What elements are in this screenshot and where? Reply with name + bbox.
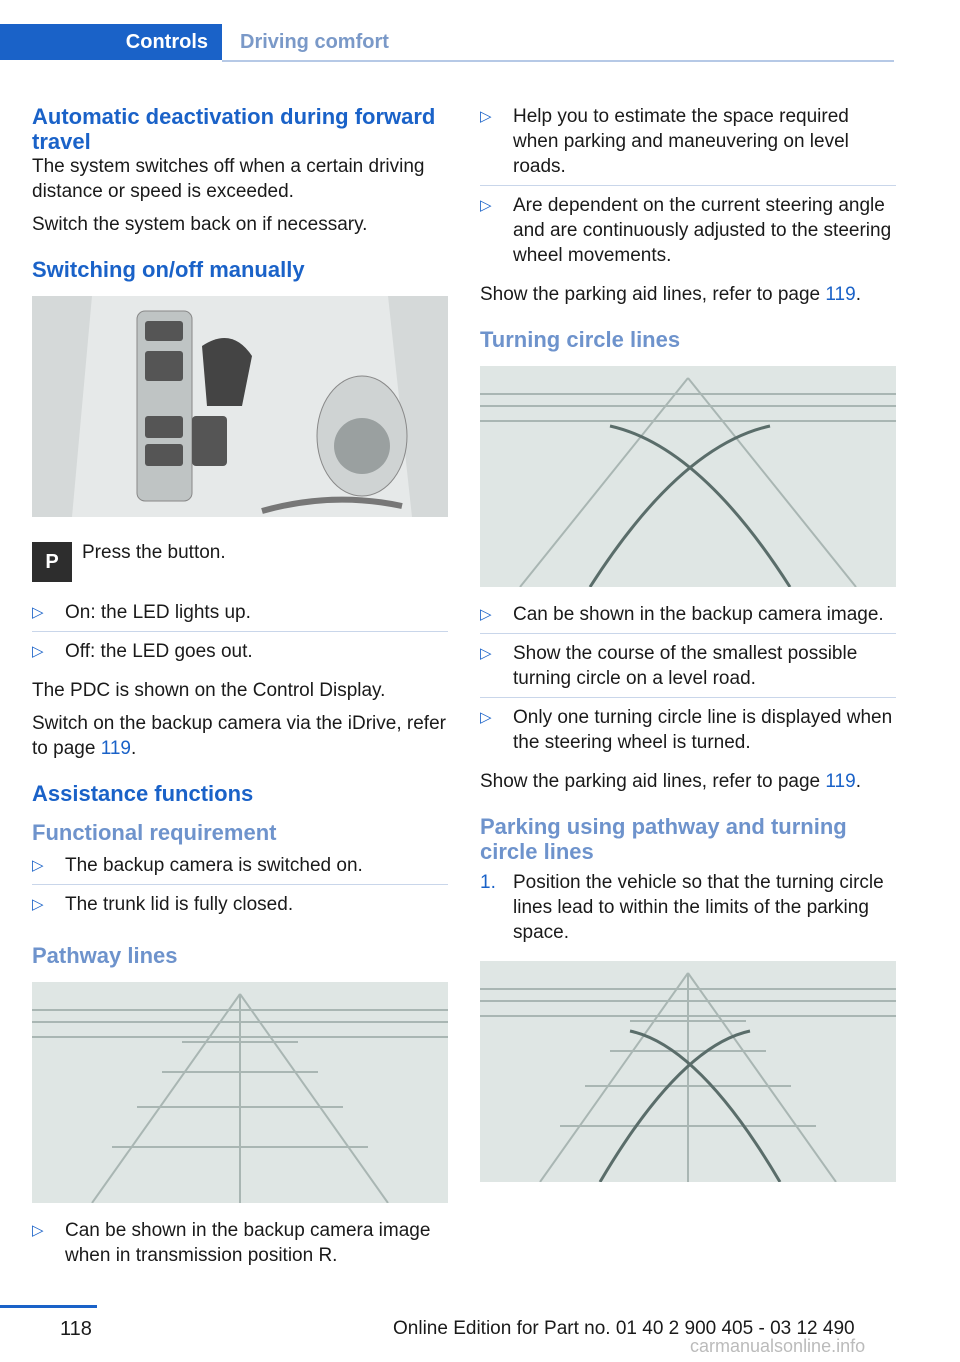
triangle-icon: ▷ xyxy=(32,857,44,874)
watermark: carmanualsonline.info xyxy=(690,1336,866,1356)
heading-turning: Turning circle lines xyxy=(480,327,681,352)
console-buttons-image xyxy=(32,296,448,517)
list-item: ▷ Show the course of the smallest possible turning circle on a level road. xyxy=(480,641,896,698)
turning-circle-image xyxy=(480,366,896,587)
header-divider xyxy=(222,60,894,62)
paragraph: Switch on the backup camera via the iDrive, refer to page 119. xyxy=(32,713,446,759)
list-item: ▷ Off: the LED goes out. xyxy=(32,641,253,662)
section-tab[interactable]: Driving comfort xyxy=(240,31,389,53)
list-item: ▷ On: the LED lights up. xyxy=(32,600,448,632)
parking-steps xyxy=(480,870,896,945)
requirement-list xyxy=(32,853,448,923)
page-header xyxy=(0,0,960,62)
left-column xyxy=(32,104,448,1282)
pdc-button-row xyxy=(32,538,448,584)
triangle-icon: ▷ xyxy=(480,606,492,623)
pdc-icon: P xyxy=(32,542,72,582)
page-link[interactable]: 119 xyxy=(825,771,856,792)
triangle-icon: ▷ xyxy=(32,643,44,660)
right-column xyxy=(480,104,896,1197)
triangle-icon: ▷ xyxy=(32,604,44,621)
heading-switching: Switching on/off manually xyxy=(32,257,305,282)
heading-assistance: Assistance functions xyxy=(32,781,254,806)
turning-list xyxy=(480,602,896,761)
pathway-lines-image xyxy=(32,982,448,1203)
page-number: 118 xyxy=(60,1318,92,1340)
pathway-features-list xyxy=(480,104,896,274)
list-item: ▷ Are dependent on the current steering angle and are continuously adjusted to the steering wheel movements. xyxy=(480,195,892,266)
triangle-icon: ▷ xyxy=(480,108,492,125)
triangle-icon: ▷ xyxy=(480,709,492,726)
page-link[interactable]: 119 xyxy=(100,738,131,759)
step-number: 1. xyxy=(480,872,496,893)
list-item: ▷ The trunk lid is fully closed. xyxy=(32,894,294,915)
paragraph: The system switches off when a certain driving distance or speed is exceeded. xyxy=(32,156,425,202)
list-item: ▷ Help you to estimate the space required when parking and maneuvering on level roads. xyxy=(480,104,896,186)
heading-parking: Parking using pathway and turning circle lines xyxy=(480,814,847,864)
heading-auto-deactivation: Automatic deactivation during forward travel xyxy=(32,104,436,154)
led-list xyxy=(32,600,448,670)
chapter-tab[interactable]: Controls xyxy=(0,24,222,60)
triangle-icon: ▷ xyxy=(480,645,492,662)
press-text: Press the button. xyxy=(82,542,226,563)
paragraph: The PDC is shown on the Control Display. xyxy=(32,680,386,701)
paragraph: Show the parking aid lines, refer to page 119. xyxy=(480,771,861,792)
parking-image xyxy=(480,961,896,1182)
footer-divider xyxy=(0,1305,97,1308)
heading-requirement: Functional requirement xyxy=(32,820,277,845)
triangle-icon: ▷ xyxy=(32,1222,44,1239)
list-item: ▷ The backup camera is switched on. xyxy=(32,853,448,885)
paragraph: Switch the system back on if necessary. xyxy=(32,214,368,235)
list-item: 1. Position the vehicle so that the turning circle lines lead to within the limits of the parking space. xyxy=(480,872,884,943)
page-link[interactable]: 119 xyxy=(825,284,856,305)
heading-pathway: Pathway lines xyxy=(32,943,178,968)
pathway-list xyxy=(32,1218,448,1274)
triangle-icon: ▷ xyxy=(32,896,44,913)
list-item: ▷ Can be shown in the backup camera image. xyxy=(480,602,896,634)
list-item: ▷ Only one turning circle line is displayed when the steering wheel is turned. xyxy=(480,707,893,753)
edition-text: Online Edition for Part no. 01 40 2 900 405 - 03 12 490 xyxy=(393,1318,855,1339)
paragraph: Show the parking aid lines, refer to page 119. xyxy=(480,284,861,305)
triangle-icon: ▷ xyxy=(480,197,492,214)
list-item: ▷ Can be shown in the backup camera image when in transmission position R. xyxy=(32,1220,431,1266)
